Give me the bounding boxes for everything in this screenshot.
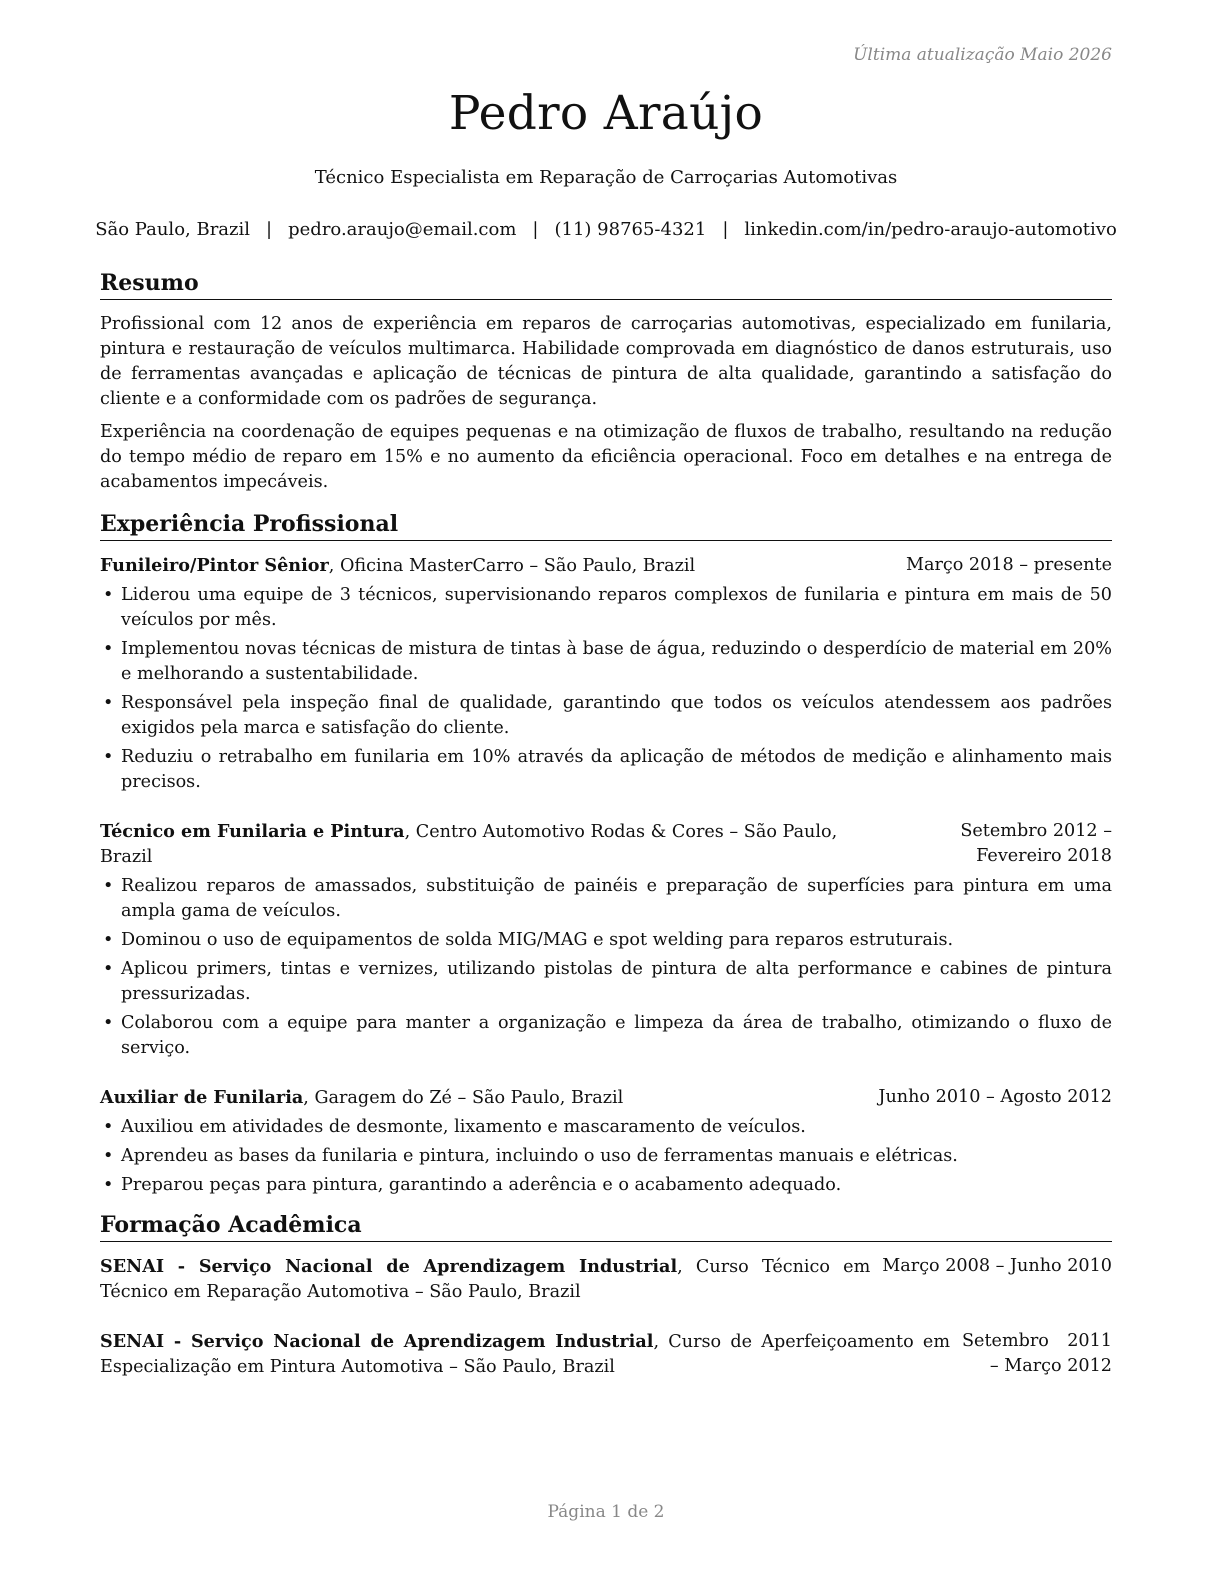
education-entry <box>100 1329 1112 1380</box>
job-dates: Junho 2010 – Agosto 2012 <box>878 1087 1112 1107</box>
page-number: Página 1 de 2 <box>547 1502 665 1522</box>
contact-line <box>80 219 1132 240</box>
job-role: Auxiliar de Funilaria <box>100 1087 304 1108</box>
job-role: Funileiro/Pintor Sênior <box>100 555 329 576</box>
contact-email[interactable]: pedro.araujo@email.com <box>288 219 517 240</box>
resume-content <box>100 270 1112 1404</box>
job-role: Técnico em Funilaria e Pintura <box>100 821 405 842</box>
last-updated: Última atualização Maio 2026 <box>853 45 1112 65</box>
list-item: • Dominou o uso de equipamentos de solda MIG/MAG e spot welding para reparos estruturais. <box>100 928 1112 953</box>
job-dates: Março 2018 – presente <box>905 555 1112 575</box>
job-company: , Garagem do Zé – São Paulo, Brazil <box>303 1088 624 1108</box>
list-item: • Preparou peças para pintura, garantindo a aderência e o acabamento adequado. <box>100 1173 1112 1198</box>
experience-section <box>100 511 1112 1198</box>
education-entry <box>100 1254 1112 1305</box>
list-item: • Colaborou com a equipe para manter a organização e limpeza da área de trabalho, otimizando o fluxo de serviço. <box>100 1011 1112 1061</box>
job-header <box>100 553 1112 579</box>
job-entry <box>100 553 1112 795</box>
job-bullets <box>100 583 1112 795</box>
resume-page <box>95 0 1117 1584</box>
job-bullets <box>100 874 1112 1061</box>
list-item: • Liderou uma equipe de 3 técnicos, supervisionando reparos complexos de funilaria e pintura em mais de 50 veículos por mês. <box>100 583 1112 633</box>
summary-paragraph: Experiência na coordenação de equipes pequenas e na otimização de fluxos de trabalho, resultando na redução do tempo médio de reparo em 15% e no aumento da eficiência operacional. Foco em detalhes e na entrega de acabamentos impecáveis. <box>100 422 1112 492</box>
headline: Técnico Especialista em Reparação de Carroçarias Automotivas <box>314 167 898 188</box>
list-item: • Realizou reparos de amassados, substituição de painéis e preparação de superfícies para pintura em uma ampla gama de veículos. <box>100 874 1112 924</box>
contact-phone: (11) 98765-4321 <box>554 219 707 240</box>
job-company: , Oficina MasterCarro – São Paulo, Brazil <box>328 556 696 576</box>
summary-paragraph: Profissional com 12 anos de experiência em reparos de carroçarias automotivas, especializado em funilaria, pintura e restauração de veículos multimarca. Habilidade comprovada em diagnóstico de danos estruturais, uso de ferramentas avançadas e aplicação de técnicas de pintura de alta qualidade, garantindo a satisfação do cliente e a conformidade com os padrões de segurança. <box>100 314 1112 409</box>
contact-separator: | <box>722 219 729 240</box>
summary-section <box>100 270 1112 495</box>
education-detail: , Curso Técnico em Técnico em Reparação Automotiva – São Paulo, Brazil <box>100 1257 871 1302</box>
contact-location: São Paulo, Brazil <box>95 219 251 240</box>
list-item: • Implementou novas técnicas de mistura de tintas à base de água, reduzindo o desperdício de material em 20% e melhorando a sustentabilidade. <box>100 637 1112 687</box>
contact-linkedin[interactable]: linkedin.com/in/pedro-araujo-automotivo <box>744 219 1117 240</box>
candidate-name: Pedro Araújo <box>448 86 764 141</box>
job-entry <box>100 1085 1112 1198</box>
list-item: • Aprendeu as bases da funilaria e pintura, incluindo o uso de ferramentas manuais e elétricas. <box>100 1144 1112 1169</box>
education-detail: , Curso de Aperfeiçoamento em Especialização em Pintura Automotiva – São Paulo, Brazil <box>100 1332 950 1377</box>
section-title-education: Formação Acadêmica <box>100 1212 1112 1242</box>
list-item: • Aplicou primers, tintas e vernizes, utilizando pistolas de pintura de alta performance e cabines de pintura pressurizadas. <box>100 957 1112 1007</box>
job-bullets <box>100 1115 1112 1198</box>
education-dates: Setembro 2011 – Março 2012 <box>962 1331 1112 1376</box>
list-item: • Reduziu o retrabalho em funilaria em 10% através da aplicação de métodos de medição e alinhamento mais precisos. <box>100 745 1112 795</box>
section-title-summary: Resumo <box>100 270 1112 300</box>
job-company: , Centro Automotivo Rodas & Cores – São Paulo, Brazil <box>100 822 838 867</box>
education-dates: Março 2008 – Junho 2010 <box>882 1256 1112 1276</box>
contact-separator: | <box>266 219 273 240</box>
job-entry <box>100 819 1112 1061</box>
list-item: • Responsável pela inspeção final de qualidade, garantindo que todos os veículos atendessem aos padrões exigidos pela marca e satisfação do cliente. <box>100 691 1112 741</box>
job-header <box>100 1085 1112 1111</box>
list-item: • Auxiliou em atividades de desmonte, lixamento e mascaramento de veículos. <box>100 1115 1112 1140</box>
education-section <box>100 1212 1112 1380</box>
job-header <box>100 819 1112 870</box>
education-school: SENAI - Serviço Nacional de Aprendizagem Industrial <box>100 1256 678 1277</box>
education-school: SENAI - Serviço Nacional de Aprendizagem Industrial <box>100 1331 654 1352</box>
section-title-experience: Experiência Profissional <box>100 511 1112 541</box>
job-dates: Setembro 2012 – Fevereiro 2018 <box>960 821 1112 866</box>
contact-separator: | <box>532 219 539 240</box>
